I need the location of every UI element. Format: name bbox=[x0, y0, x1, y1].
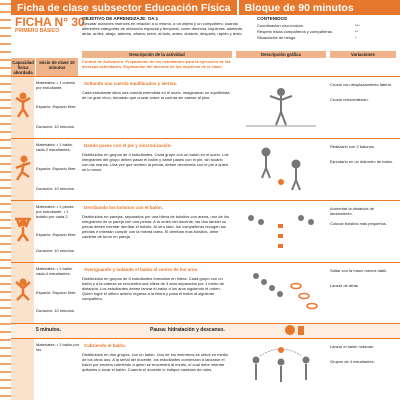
materials-text: Materiales: • 1 balón cada 2 estudiantes. bbox=[36, 142, 73, 152]
variant-item: Ejecutarlo en un diámetro de balón. bbox=[330, 159, 394, 164]
variant-item: Colocar bolsitos más pequeños. bbox=[330, 221, 387, 226]
activity-title: Dando pases con el pie y sincronización. bbox=[84, 143, 172, 148]
water-bottle-icon bbox=[284, 324, 308, 336]
ficha-number: FICHA N° 30 bbox=[15, 15, 85, 29]
header-capacity: Capacidad física abordada bbox=[12, 60, 34, 75]
variant-item: Cruzar retrocediendo. bbox=[330, 97, 369, 102]
activity-title: Derribando los bolsitos con el balón. bbox=[84, 205, 164, 210]
duration-text: Duración: 10 minutos. bbox=[36, 124, 75, 129]
page-header bbox=[11, 0, 400, 15]
pause-time: 5 minutos. bbox=[36, 327, 62, 333]
space-text: Espacio: Espacio libre. bbox=[36, 232, 77, 237]
variant-item: Lanzar el balón rodando. bbox=[330, 344, 375, 349]
variant-item: Cruzar con desplazamiento lateral. bbox=[330, 82, 392, 87]
activity-illustration bbox=[236, 80, 326, 135]
warmup-figure-icon bbox=[14, 92, 32, 118]
info-section bbox=[11, 15, 400, 50]
level-label: PRIMERO BÁSICO bbox=[15, 28, 60, 34]
space-text: Espacio: Espacio libre. bbox=[36, 104, 77, 109]
variant-item: Realizarlo con 2 balones. bbox=[330, 144, 375, 149]
weightlifting-figure-icon bbox=[14, 216, 32, 242]
activity-title: Cubriendo el balón. bbox=[84, 343, 127, 348]
duration-text: Duración: 10 minutos. bbox=[36, 248, 75, 253]
variant-item: Lanzar de atrás. bbox=[330, 283, 359, 288]
header-block: Bloque de 90 minutos bbox=[244, 1, 354, 14]
duration-text: Duración: 10 minutos. bbox=[36, 186, 75, 191]
activity-illustration bbox=[236, 342, 326, 397]
duration-text: Duración: 10 minutos. bbox=[36, 308, 75, 313]
spiral-binding bbox=[0, 0, 11, 400]
activity-illustration bbox=[236, 266, 326, 321]
objective-title: OBJETIVO DE APRENDIZAJE: OA 1 bbox=[82, 16, 159, 21]
materials-text: Materiales: • 1 cuerda por estudiante. bbox=[36, 80, 75, 90]
header-description: Descripción de la actividad bbox=[82, 51, 232, 58]
contents-title: CONTENIDOS bbox=[257, 16, 288, 21]
pause-label: Pausa: hidratación y descanso. bbox=[150, 327, 225, 333]
jumping-figure-icon bbox=[14, 278, 32, 304]
materials-text: Materiales: • 1 balón cada 4 estudiantes. bbox=[36, 266, 73, 276]
variant-item: Grupos de 4 estudiantes. bbox=[330, 359, 375, 364]
content-item: Coordinación viso-motora. bbox=[257, 23, 304, 28]
content-item: Respeto hacia compañeros y compañeras. bbox=[257, 29, 334, 34]
space-text: Espacio: Espacio libre. bbox=[36, 290, 77, 295]
variant-item: Saltar con la mano menos hábil. bbox=[330, 268, 388, 273]
rating-stars: *** bbox=[355, 23, 360, 28]
header-variants: Variaciones bbox=[330, 51, 396, 58]
rating-stars: ** bbox=[355, 29, 359, 34]
activity-description: Distribuidos en parejas, separados por una hilera de bolsitos con arena, uno de los integrantes de la pareja con una pelota. A la orden del docente, las dos lanzan su pelota deben intentar derribar el bolsito. Al otro lado, los compañeros recogen las pelotas e intentan cumplir con la misma tarea. El derriban más bolsitos, debe cambiar de turno en pareja. bbox=[82, 214, 229, 239]
activity-description: Cada estudiante sitúa una cuerda extendida en el suelo, imaginando un equilibrista de un gran circo, tomando que cruzar sobre la cuerda sin caerse al piso. bbox=[82, 90, 230, 100]
running-figure-icon bbox=[14, 155, 32, 181]
variant-item: Aumentar la distancia de lanzamiento. bbox=[330, 206, 375, 216]
control-note: Control de Activación. Preparación de los estudiantes para la ejecución de las diversas actividades. Explicación del docente de los objetivos de la clase. bbox=[82, 59, 231, 69]
space-text: Espacio: Espacio libre. bbox=[36, 166, 77, 171]
header-title: Ficha de clase subsector Educación Física bbox=[17, 1, 231, 14]
activity-description: Distribuidos en grupos de 6 estudiantes formados en hilera. Cada grupo con un balón y a la cabeza se encuentra una hilera de 3 aros separados por 1 metro de distancia. Los estudiantes deben lanzar el balón a los aros siguiendo el orden. Quien logre el último acierto regresa a la hilera y pasa el balón al siguiente compañero. bbox=[82, 276, 225, 301]
materials-text: Materiales: • 1 balón por los. bbox=[36, 342, 80, 352]
activity-illustration bbox=[236, 204, 326, 259]
activity-title: Averiguando y ludando el balón al centro de los aros. bbox=[84, 267, 199, 272]
objective-text: Ejecutar acciones motrices en relación a sí mismo, a un objeto y un compañero, usando diferentes categorías de ubicación espacial y temporal, como derecha, izquierda, adelante, atrás, arriba, abajo, adentro, afuera, entre, al lado, antes, durante, después, rápido y lento. bbox=[82, 21, 244, 36]
activity-description: Distribuidos en dos grupos, con un balón. Uno de los miembros se ubica en medio de los otros dos. A la señal del docente, los estudiantes comienzan a lanzarse el balón por encima cubriendo a quien se encuentra al medio, el cual debe intentar quitarles o tocar el balón. Cuando el docente lo indique cambian de roles. bbox=[82, 352, 229, 372]
header-phase: Inicio de clase 10 minutos bbox=[36, 58, 78, 76]
activity-illustration bbox=[236, 142, 326, 197]
content-item: Situaciones de riesgo. bbox=[257, 35, 297, 40]
activity-description: Distribuidos en grupos de 4 estudiantes. Cada grupo con un balón en el suelo. Los integrantes del grupo deben pasar el balón y darse pases con el pie, sin tocarlo con las manos. Una vez que reciben la pelota, deben devolverla con el pie a quien se lo lanzó. bbox=[82, 152, 229, 172]
activity-title: Soltando una cuerda equilibrados y alertas. bbox=[84, 81, 178, 86]
rating-stars: * bbox=[355, 35, 357, 40]
materials-text: Materiales: • 1 pelota por estudiante. • 1 bolsito por cada 2. bbox=[36, 204, 74, 219]
header-graph: Descripción gráfica bbox=[236, 51, 326, 58]
